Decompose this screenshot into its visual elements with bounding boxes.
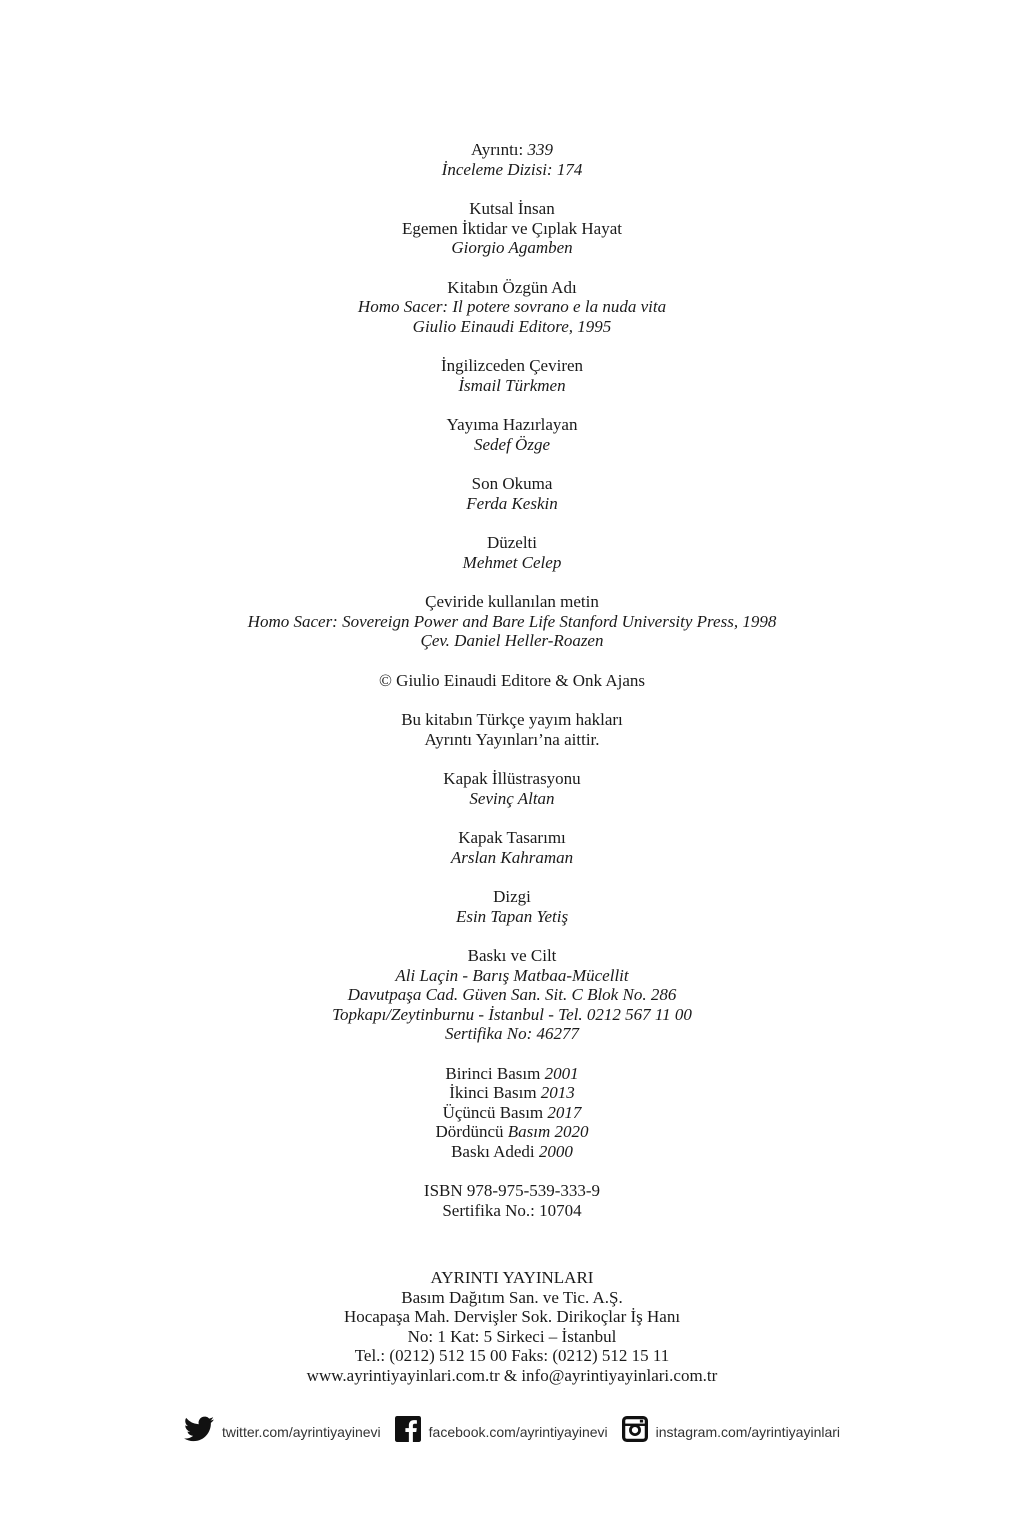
edition-year: Basım 2020	[507, 1122, 589, 1141]
rights-block	[0, 710, 1024, 749]
source-text-translator: Çev. Daniel Heller-Roazen	[420, 631, 604, 650]
cover-illustration-name: Sevinç Altan	[469, 788, 555, 808]
original-title: Homo Sacer: Il potere sovrano e la nuda vita	[357, 297, 667, 316]
original-title-block	[0, 278, 1024, 337]
printing-line: Davutpaşa Cad. Güven San. Sit. C Blok No. 286	[347, 985, 677, 1004]
source-text-label: Çeviride kullanılan metin	[425, 592, 599, 611]
colophon	[0, 140, 1024, 1240]
typesetting-block	[0, 887, 1024, 926]
edition-line	[0, 1064, 1024, 1084]
edition-year: 2000	[538, 1141, 573, 1161]
translator-name: İsmail Türkmen	[458, 375, 566, 395]
instagram-link[interactable]	[622, 1416, 840, 1442]
cover-design-name: Arslan Kahraman	[450, 847, 574, 867]
book-title: Kutsal İnsan	[469, 199, 555, 218]
cover-illustration-label: Kapak İllüstrasyonu	[443, 769, 581, 788]
facebook-link[interactable]	[395, 1416, 608, 1442]
cover-design-label: Kapak Tasarımı	[458, 828, 566, 847]
twitter-link[interactable]	[184, 1416, 381, 1442]
printing-line: Topkapı/Zeytinburnu - İstanbul - Tel. 0212 567 11 00	[332, 1004, 692, 1024]
rights-line-1: Bu kitabın Türkçe yayım hakları	[401, 710, 623, 729]
editor-name: Sedef Özge	[473, 434, 550, 454]
typesetting-label: Dizgi	[493, 887, 531, 906]
edition-year: 2013	[540, 1083, 575, 1102]
edition-line	[0, 1142, 1024, 1162]
editor-block	[0, 415, 1024, 454]
correction-label: Düzelti	[486, 533, 538, 552]
book-author: Giorgio Agamben	[451, 238, 573, 257]
certificate-number: Sertifika No.: 10704	[442, 1200, 582, 1220]
book-subtitle: Egemen İktidar ve Çıplak Hayat	[402, 218, 622, 238]
source-text-title: Homo Sacer: Sovereign Power and Bare Life Stanford University Press, 1998	[247, 611, 777, 631]
editions-block	[0, 1064, 1024, 1162]
proofread-label: Son Okuma	[471, 474, 553, 493]
series-sub: İnceleme Dizisi: 174	[441, 159, 583, 179]
edition-line	[0, 1103, 1024, 1123]
translator-block	[0, 356, 1024, 395]
cover-design-block	[0, 828, 1024, 867]
isbn-block	[0, 1181, 1024, 1220]
publisher-address: Hocapaşa Mah. Dervişler Sok. Dirikoçlar İş Hanı	[343, 1307, 681, 1326]
publisher-line: Basım Dağıtım San. ve Tic. A.Ş.	[401, 1287, 623, 1307]
instagram-icon	[622, 1416, 648, 1442]
proofread-name: Ferda Keskin	[466, 493, 558, 513]
printing-line: Ali Laçin - Barış Matbaa-Mücellit	[395, 965, 629, 985]
proofread-block	[0, 474, 1024, 513]
editor-label: Yayıma Hazırlayan	[446, 415, 578, 434]
isbn: ISBN 978-975-539-333-9	[423, 1181, 601, 1200]
publisher-web[interactable]: www.ayrintiyayinlari.com.tr & info@ayrintiyayinlari.com.tr	[306, 1365, 718, 1385]
printing-line: Sertifika No: 46277	[444, 1024, 580, 1043]
cover-illustration-block	[0, 769, 1024, 808]
copyright-block	[0, 671, 1024, 691]
printing-label: Baskı ve Cilt	[467, 946, 557, 965]
original-label: Kitabın Özgün Adı	[447, 277, 577, 297]
edition-year: 2017	[547, 1102, 582, 1122]
original-publisher: Giulio Einaudi Editore, 1995	[412, 316, 612, 336]
social-links	[0, 1416, 1024, 1442]
source-text-block	[0, 592, 1024, 651]
instagram-url: instagram.com/ayrintiyayinlari	[655, 1424, 841, 1440]
twitter-icon	[184, 1416, 214, 1442]
edition-label: İkinci Basım	[449, 1083, 537, 1102]
edition-line	[0, 1122, 1024, 1142]
series-label: Ayrıntı:	[470, 140, 524, 159]
typesetting-name: Esin Tapan Yetiş	[455, 906, 569, 926]
edition-line	[0, 1083, 1024, 1103]
edition-label: Üçüncü Basım	[442, 1102, 544, 1122]
publisher-phone: Tel.: (0212) 512 15 00 Faks: (0212) 512 15 11	[354, 1346, 670, 1365]
edition-year: 2001	[544, 1063, 579, 1083]
facebook-url: facebook.com/ayrintiyayinevi	[428, 1424, 608, 1440]
series-number: 339	[527, 140, 554, 159]
publisher-address: No: 1 Kat: 5 Sirkeci – İstanbul	[407, 1326, 617, 1346]
facebook-icon	[395, 1416, 421, 1442]
series-block	[0, 140, 1024, 179]
twitter-url: twitter.com/ayrintiyayinevi	[221, 1424, 381, 1440]
translator-label: İngilizceden Çeviren	[440, 356, 584, 375]
edition-label: Baskı Adedi	[451, 1141, 535, 1161]
publisher-block	[0, 1268, 1024, 1385]
publisher-name: AYRINTI YAYINLARI	[430, 1268, 594, 1287]
copyright-text: © Giulio Einaudi Editore & Onk Ajans	[379, 670, 645, 690]
title-block	[0, 199, 1024, 258]
correction-block	[0, 533, 1024, 572]
edition-label: Dördüncü	[435, 1122, 504, 1141]
edition-label: Birinci Basım	[445, 1063, 541, 1083]
printing-block	[0, 946, 1024, 1044]
rights-line-2: Ayrıntı Yayınları’na aittir.	[424, 729, 600, 749]
correction-name: Mehmet Celep	[462, 552, 562, 572]
